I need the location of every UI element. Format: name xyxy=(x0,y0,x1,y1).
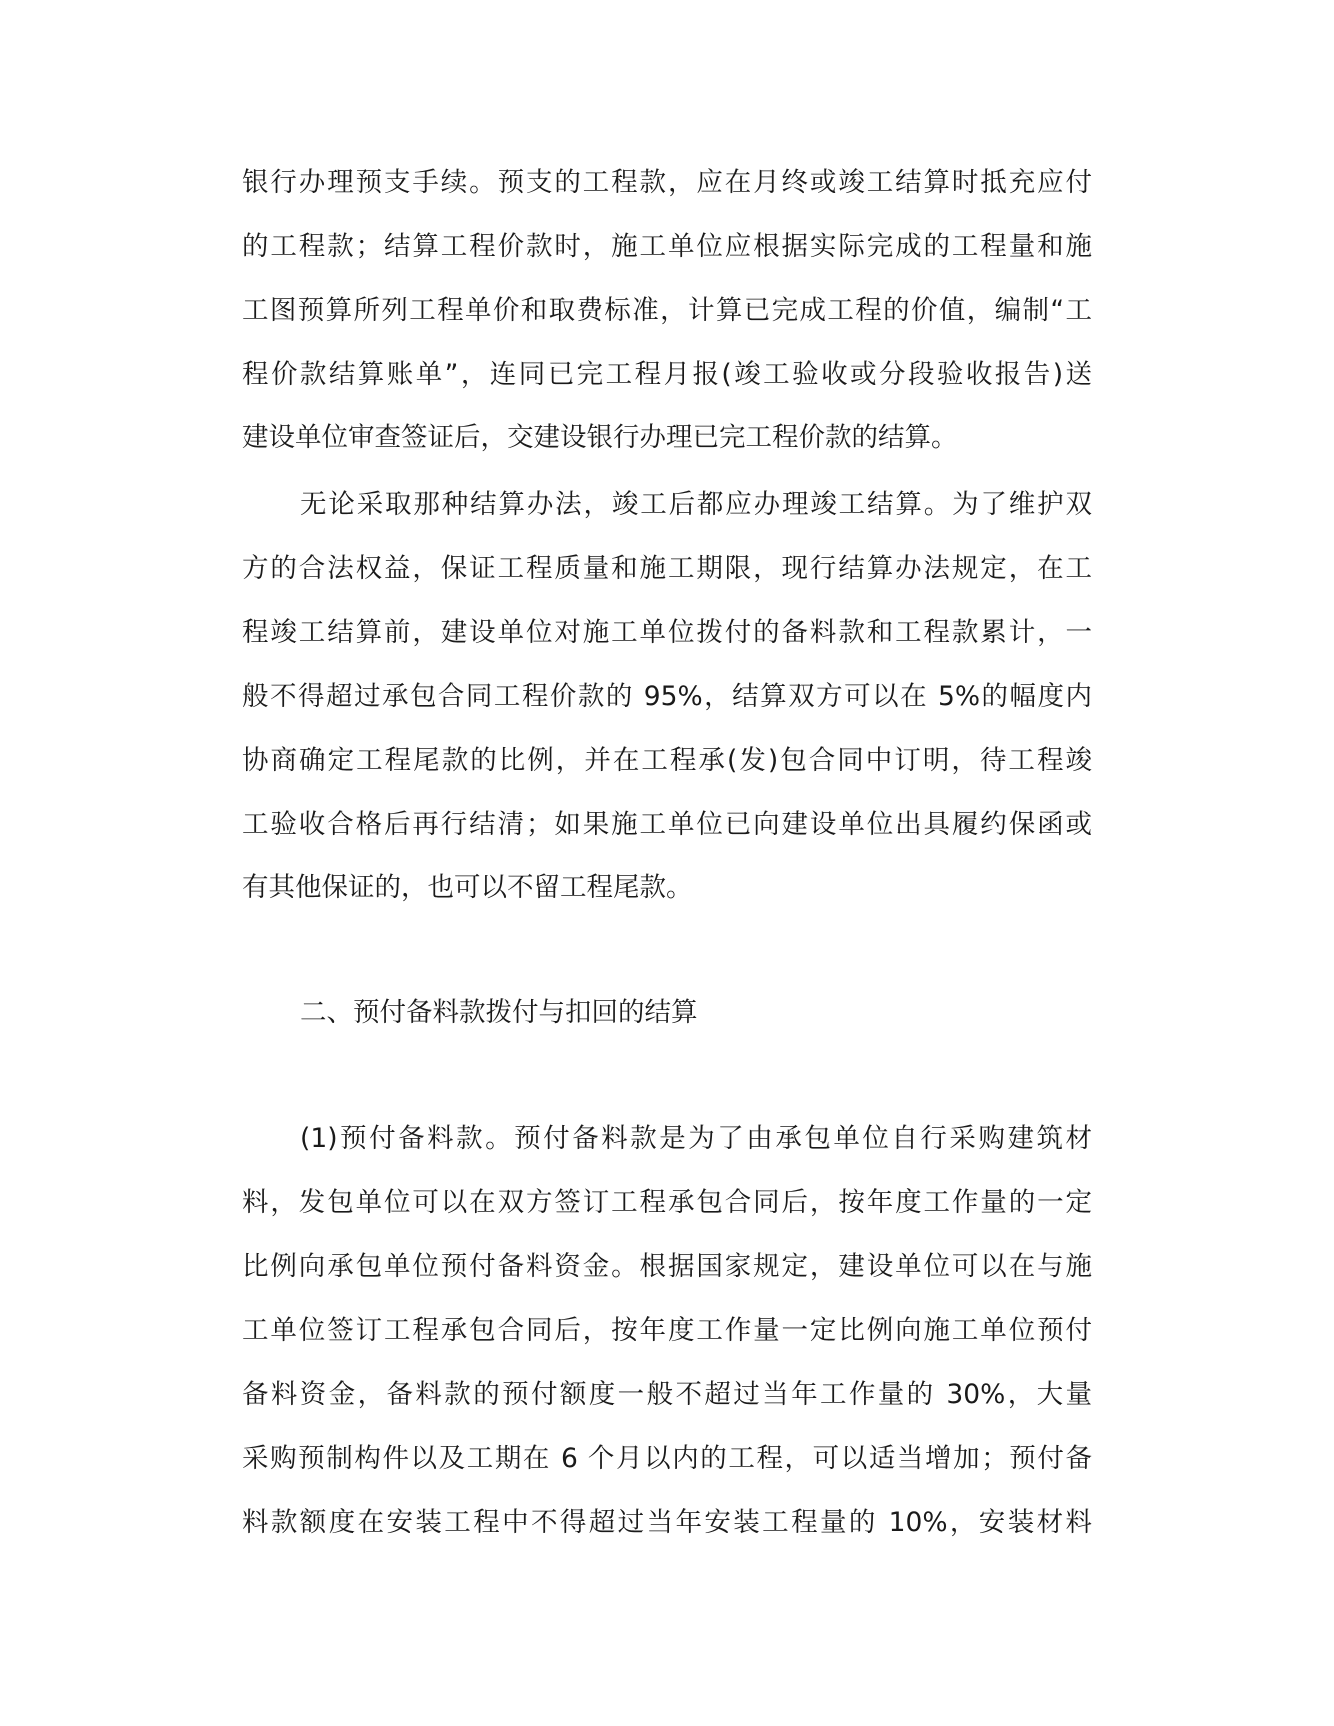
paragraph-line: 协商确定工程尾款的比例，并在工程承(发)包合同中订明，待工程竣 xyxy=(242,745,1092,776)
paragraph-line: (1)预付备料款。预付备料款是为了由承包单位自行采购建筑材 xyxy=(300,1123,1092,1154)
paragraph-line: 工单位签订工程承包合同后，按年度工作量一定比例向施工单位预付 xyxy=(242,1315,1092,1346)
paragraph-line: 工验收合格后再行结清；如果施工单位已向建设单位出具履约保函或 xyxy=(242,809,1092,840)
paragraph-line: 有其他保证的，也可以不留工程尾款。 xyxy=(242,872,693,903)
paragraph-line: 料，发包单位可以在双方签订工程承包合同后，按年度工作量的一定 xyxy=(242,1187,1092,1218)
paragraph-line: 建设单位审查签证后，交建设银行办理已完工程价款的结算。 xyxy=(242,422,958,453)
paragraph-line: 料款额度在安装工程中不得超过当年安装工程量的 10%，安装材料 xyxy=(242,1507,1092,1538)
paragraph-line: 程竣工结算前，建设单位对施工单位拨付的备料款和工程款累计，一 xyxy=(242,617,1092,648)
paragraph-line: 无论采取那种结算办法，竣工后都应办理竣工结算。为了维护双 xyxy=(300,489,1092,520)
paragraph-line: 银行办理预支手续。预支的工程款，应在月终或竣工结算时抵充应付 xyxy=(242,167,1092,198)
paragraph-line: 备料资金，备料款的预付额度一般不超过当年工作量的 30%，大量 xyxy=(242,1379,1092,1410)
paragraph-line: 比例向承包单位预付备料资金。根据国家规定，建设单位可以在与施 xyxy=(242,1251,1092,1282)
paragraph-line: 般不得超过承包合同工程价款的 95%，结算双方可以在 5%的幅度内 xyxy=(242,681,1092,712)
paragraph-line: 方的合法权益，保证工程质量和施工期限，现行结算办法规定，在工 xyxy=(242,553,1092,584)
paragraph-line: 工图预算所列工程单价和取费标准，计算已完成工程的价值，编制“工 xyxy=(242,295,1092,326)
paragraph-line: 采购预制构件以及工期在 6 个月以内的工程，可以适当增加；预付备 xyxy=(242,1443,1092,1474)
paragraph-line: 的工程款；结算工程价款时，施工单位应根据实际完成的工程量和施 xyxy=(242,231,1092,262)
paragraph-line: 程价款结算账单”，连同已完工程月报(竣工验收或分段验收报告)送 xyxy=(242,359,1092,390)
section-heading: 二、预付备料款拨付与扣回的结算 xyxy=(300,997,698,1028)
